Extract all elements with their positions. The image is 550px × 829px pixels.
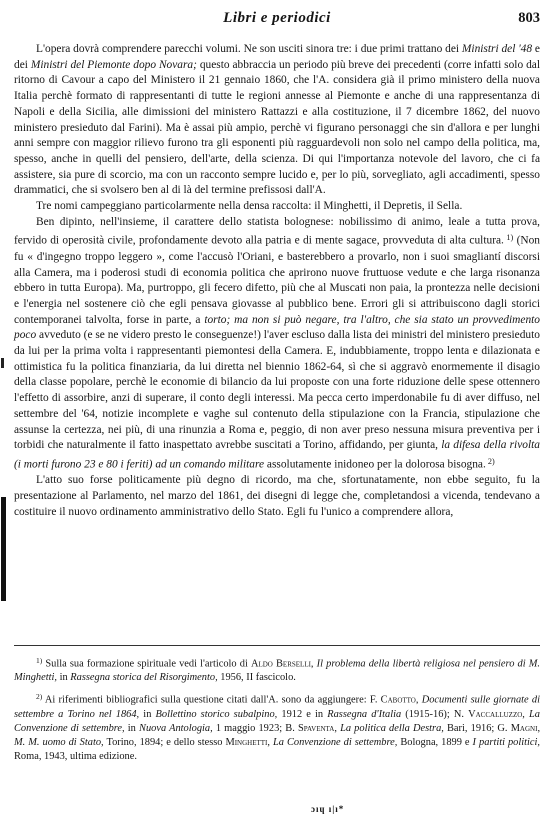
text-run: Il problema della libertà religiosa nel pensiero di M. Minghetti, — [14, 658, 540, 684]
text-run: Spaventa — [297, 722, 335, 734]
text-run: , — [537, 722, 541, 734]
text-run: 1956, II fascicolo. — [217, 672, 296, 684]
text-run: questo abbraccia un periodo più breve dei precedenti (corre infatti solo dal ritorno di Cavour a capo del Ministero il 21 gennaio 1860, che l'A. considera già il primo ministero della nuova Italia perchè formato di rappresentanti di tutte le regioni annesse al Piemonte e anche di una rappresentanza di Napoli e della Sicilia, alle dimissioni del ministero Rattazzi e alla costituzione, il 7 dicembre 1862, del nuovo ministero presieduto dal Farini). Ma è assai più ampio, perchè vi figurano personaggi che sin d'allora e per lunghi anni sempre con maggior rilievo furono tra gli esponenti più ragguardevoli non solo nel campo della politica, ma, spesso, anche in quelli del pensiero, dell'arte, della scienza. Di qui l'importanza notevole del lavoro, che ci fa assistere, sia pure di scorcio, ma con un racconto sempre lucido e, per lo più, sorvegliato, agli accadimenti, spesso drammatici, che si svolsero ben al di là del termine prefissosi dall'A. — [14, 58, 541, 197]
text-run: 1 maggio 1923; B. — [212, 722, 298, 734]
text-run: Aldo Berselli — [250, 658, 311, 670]
text-run: (1915-16); N. — [401, 708, 469, 720]
text-run: Bologna, 1899 e — [397, 736, 473, 748]
text-run: Documenti sulle giornate di settembre a Torino nel 1864, — [14, 694, 540, 720]
text-run: L'opera dovrà comprendere parecchi volumi. Ne son usciti sinora tre: i due primi trattano dei — [36, 43, 462, 55]
text-run: Magni — [510, 722, 538, 734]
text-run: Torino, 1894; e dello stesso — [103, 736, 226, 748]
text-run: Ministri del Piemonte dopo Novara; — [30, 58, 197, 71]
text-run: 2) — [36, 692, 43, 702]
footnote — [14, 690, 540, 763]
article-body — [14, 42, 540, 520]
text-run: Ben dipinto, nell'insieme, il carattere dello statista bolognese: nobilissimo di animo, leale a tutta prova, fervido di operosità civile, profondamente devoto alla patria e di mente sagace, provveduta di alta cultura. — [14, 215, 540, 248]
text-run: La politica della Destra, — [340, 722, 444, 734]
text-run: Bollettino storico subalpino, — [155, 708, 278, 720]
text-run: in — [57, 672, 71, 684]
text-run: , — [415, 694, 422, 706]
text-run: Rassegna d'Italia — [327, 708, 402, 720]
paragraph — [14, 199, 540, 215]
text-run: la difesa della rivolta (i morti furono 23 e 80 i feriti) ad un comando militare — [14, 439, 540, 471]
text-run: , — [334, 722, 341, 734]
text-run: 1912 e in — [277, 708, 328, 720]
text-run: avveduto (e se ne videro presto le conseguenze!) l'aver escluso dalla lista dei ministri del ministero presieduto da lui per la prima volta i rappresentanti piemontesi della Camera. E, indubbiamente, troppo lenta e dilazionata e ottimistica fu la politica finanziaria, da lui diretta nel biennio 1862-64, sì che si aggravò enormemente il disagio della classe popolare, perchè le economie di bilancio da lui proposte con una forte riduzione delle spese ottennero l'effetto di assorbire, anzi di superare, il conto degli interessi. Ma pecca certo imperdonabile fu di aver diffuso, nel settembre del '64, notizie incomplete e vaghe sul contenuto della stipulazione con la Francia, stipulazione che assunse la certezza, nei più, di una rinunzia a Roma e, peggio, di non aver preso nessuna misura preventiva per i torbidi che naturalmente il fatto inaspettato avrebbe suscitati a Torino, affidando, per giunta, — [14, 329, 540, 452]
text-run: 1) — [503, 233, 514, 243]
text-run: La Convenzione di settembre, — [273, 736, 398, 748]
text-run: Nuova Antologia, — [139, 722, 213, 734]
text-run: e dei — [14, 43, 540, 71]
text-run: Cabotto — [380, 694, 416, 706]
footnote — [14, 654, 540, 685]
text-run: assolutamente inidoneo per la dolorosa bisogna. — [264, 458, 486, 471]
footnotes — [14, 654, 540, 769]
page-number: 803 — [518, 10, 540, 26]
text-run: (Non fu « d'ingegno troppo leggero », come l'accusò l'Oriani, e basterebbero a provarlo, non i suoi smagliantí discorsi alla Camera, ma i poderosi studi di economia politica che aprirono nuove fruttuose vedute e che larga risonanza ebbero in tutta Europa). Ma, purtroppo, gli fecero difetto, più che al Muscati non paia, la prontezza nelle decisioni e l'energia nel sostenere ciò che egli pensava giovasse al pubblico bene. Errori gli si attribuiscono dagli storici contemporanei talvolta, forse in parte, a — [14, 235, 540, 326]
text-run: Bari, 1916; G. — [443, 722, 511, 734]
text-run: Ministri del '48 — [461, 43, 533, 55]
text-run: , — [267, 736, 273, 748]
page-header — [14, 10, 540, 30]
text-run: Sulla sua formazione spirituale vedi l'articolo di — [42, 658, 251, 670]
text-run: Minghetti — [225, 736, 268, 748]
text-run: , — [522, 708, 530, 720]
text-run: Roma, 1943, ultima edizione. — [14, 750, 137, 762]
text-run: Vaccalluzzo — [468, 708, 523, 720]
text-run: 1) — [36, 656, 43, 665]
paragraph — [14, 473, 540, 520]
running-title: Libri e periodici — [223, 10, 331, 26]
paragraph — [14, 215, 540, 474]
text-run: , — [310, 658, 317, 670]
text-run: in — [139, 708, 156, 720]
text-run: Rassegna storica del Risorgimento, — [70, 672, 218, 684]
library-stamp: ɔıɥ ı|ı* — [311, 804, 345, 814]
text-run: 2) — [485, 456, 495, 466]
margin-mark — [1, 497, 6, 601]
footnote-separator — [14, 645, 540, 646]
text-run: Ai riferimenti bibliografici sulla questione citati dall'A. sono da aggiungere: F. — [42, 694, 381, 706]
margin-mark — [1, 358, 4, 368]
text-run: L'atto suo forse politicamente più degno di ricordo, ma che, sfortunatamente, non ebbe seguito, fu la presentazione al Parlamento, nel marzo del 1861, dei disegni di legge che, completandosi a vicenda, tendevano a costituire il nuovo ordinamento amministrativo dello Stato. Egli fu l'unico a comprendere allora, — [14, 474, 540, 518]
text-run: Tre nomi campeggiano particolarmente nella densa raccolta: il Minghetti, il Depretis, il Sella. — [36, 200, 463, 213]
text-run: M. M. uomo di Stato, — [14, 736, 104, 748]
text-run: in — [124, 722, 140, 734]
paragraph — [14, 42, 540, 199]
text-run: I partiti politici, — [472, 736, 541, 748]
text-run: La Convenzione di settembre, — [14, 708, 541, 734]
text-run: torto; ma non si può negare, tra l'altro, che sia stato un provvedimento poco — [14, 313, 541, 342]
